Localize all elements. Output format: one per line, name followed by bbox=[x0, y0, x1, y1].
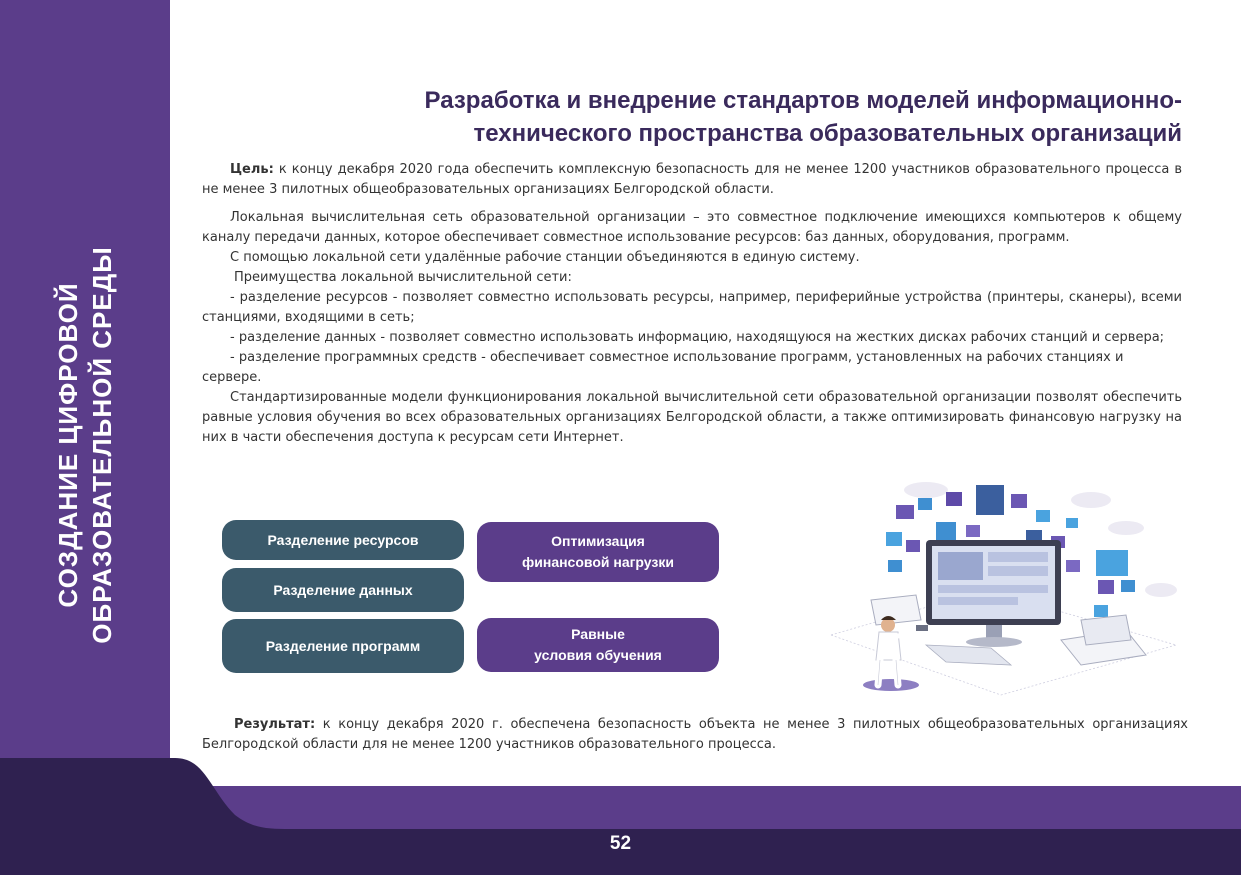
sidebar-title-line2: ОБРАЗОВАТЕЛЬНОЙ СРЕДЫ bbox=[87, 246, 117, 644]
body-paragraph-5: - разделение данных - позволяет совместно использовать информацию, находящуюся на жестких дисках рабочих станций и сервера; bbox=[230, 330, 1165, 345]
pill-program-sharing: Разделение программ bbox=[222, 619, 464, 673]
body-paragraph-3: Преимущества локальной вычислительной сети: bbox=[234, 270, 572, 285]
page-title bbox=[330, 84, 1182, 150]
pill-data-sharing: Разделение данных bbox=[222, 568, 464, 612]
goal-paragraph bbox=[202, 160, 1182, 200]
pill-financial-optimization: Оптимизация финансовой нагрузки bbox=[477, 522, 719, 582]
goal-block bbox=[202, 160, 1182, 200]
page-title-line2: технического пространства образовательных организаций bbox=[473, 120, 1182, 147]
body-paragraph-1: Локальная вычислительная сеть образовательной организации – это совместное подключение имеющихся компьютеров к общему каналу передачи данных, которое обеспечивает совместное использование ресурсов: баз данных, оборудования, программ. bbox=[202, 210, 1182, 245]
result-paragraph bbox=[202, 715, 1188, 755]
result-block bbox=[202, 715, 1188, 755]
pill-resource-sharing: Разделение ресурсов bbox=[222, 520, 464, 560]
footer-wave bbox=[0, 750, 1241, 875]
pill-equal-learning: Равные условия обучения bbox=[477, 618, 719, 672]
sidebar-title bbox=[0, 0, 170, 875]
page-title-line1: Разработка и внедрение стандартов моделей информационно- bbox=[424, 87, 1182, 114]
goal-label: Цель: bbox=[230, 162, 274, 177]
page-number: 52 bbox=[609, 833, 632, 854]
goal-text: к концу декабря 2020 года обеспечить комплексную безопасность для не менее 1200 участников образовательного процесса в не менее 3 пилотных общеобразовательных организациях Белгородской области. bbox=[202, 162, 1182, 197]
body-text bbox=[202, 208, 1182, 448]
body-paragraph-4: - разделение ресурсов - позволяет совместно использовать ресурсы, например, периферийные устройства (принтеры, сканеры), всеми станциями, входящими в сеть; bbox=[202, 290, 1182, 325]
body-paragraph-7: Стандартизированные модели функционирования локальной вычислительной сети образовательной организации позволят обеспечить равные условия обучения во всех образовательных организациях Белгородской области, а также оптимизировать финансовую нагрузку на них в части обеспечения доступа к ресурсам сети Интернет. bbox=[202, 390, 1182, 445]
result-label: Результат: bbox=[234, 717, 316, 732]
sidebar-title-line1: СОЗДАНИЕ ЦИФРОВОЙ bbox=[53, 282, 83, 608]
body-paragraph-6: - разделение программных средств - обеспечивает совместное использование программ, установленных на рабочих станциях и сервере. bbox=[202, 350, 1124, 385]
result-text: к концу декабря 2020 г. обеспечена безопасность объекта не менее 3 пилотных общеобразовательных организациях Белгородской области для не менее 1200 участников образовательного процесса. bbox=[202, 717, 1188, 752]
network-illustration bbox=[826, 480, 1181, 705]
body-paragraph-2: С помощью локальной сети удалённые рабочие станции объединяются в единую систему. bbox=[230, 250, 860, 265]
